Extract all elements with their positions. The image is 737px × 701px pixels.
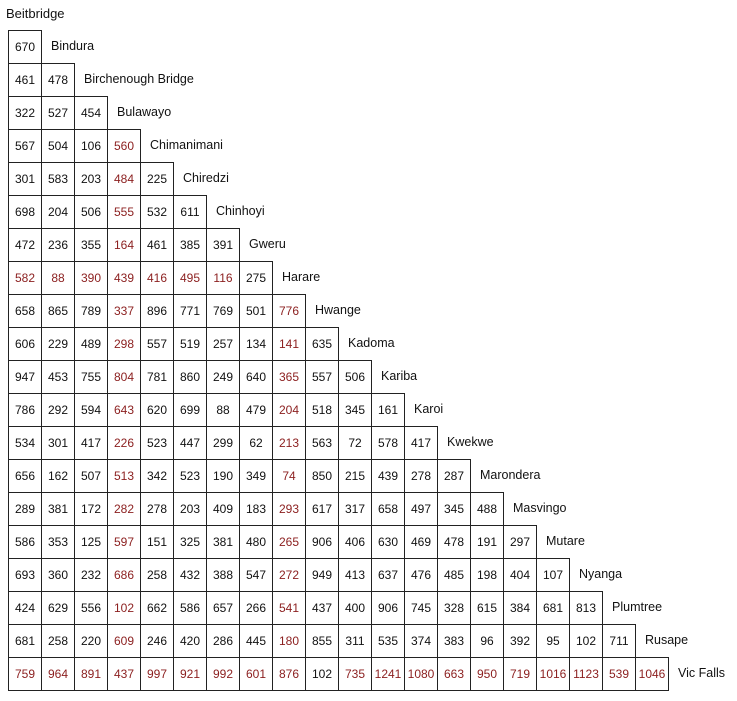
distance-cell: 606: [8, 327, 42, 361]
distance-cell: 786: [8, 393, 42, 427]
distance-cell: 325: [173, 525, 207, 559]
distance-cell: 711: [602, 624, 636, 658]
distance-cell: 620: [140, 393, 174, 427]
distance-cell: 557: [305, 360, 339, 394]
distance-cell: 534: [8, 426, 42, 460]
origin-town-label: Beitbridge: [6, 6, 65, 21]
distance-cell: 180: [272, 624, 306, 658]
distance-cell: 478: [437, 525, 471, 559]
distance-cell: 161: [371, 393, 405, 427]
distance-cell: 586: [8, 525, 42, 559]
distance-cell: 289: [8, 492, 42, 526]
distance-cell: 658: [371, 492, 405, 526]
distance-cell: 906: [371, 591, 405, 625]
distance-cell: 1080: [404, 657, 438, 691]
distance-cell: 617: [305, 492, 339, 526]
town-label: Bulawayo: [117, 105, 172, 119]
town-label: Karoi: [414, 402, 444, 416]
distance-cell: 681: [536, 591, 570, 625]
distance-cell: 567: [8, 129, 42, 163]
town-label: Masvingo: [513, 501, 567, 515]
distance-cell: 643: [107, 393, 141, 427]
distance-cell: 488: [470, 492, 504, 526]
distance-cell: 582: [8, 261, 42, 295]
distance-cell: 72: [338, 426, 372, 460]
distance-cell: 609: [107, 624, 141, 658]
town-label: Marondera: [480, 468, 541, 482]
distance-cell: 439: [107, 261, 141, 295]
distance-cell: 771: [173, 294, 207, 328]
distance-cell: 891: [74, 657, 108, 691]
distance-cell: 759: [8, 657, 42, 691]
distance-cell: 461: [140, 228, 174, 262]
distance-cell: 950: [470, 657, 504, 691]
distance-cell: 345: [437, 492, 471, 526]
distance-cell: 384: [503, 591, 537, 625]
distance-cell: 563: [305, 426, 339, 460]
town-label: Hwange: [315, 303, 361, 317]
distance-cell: 485: [437, 558, 471, 592]
distance-cell: 355: [74, 228, 108, 262]
distance-cell: 413: [338, 558, 372, 592]
distance-cell: 447: [173, 426, 207, 460]
distance-cell: 860: [173, 360, 207, 394]
distance-cell: 755: [74, 360, 108, 394]
distance-cell: 640: [239, 360, 273, 394]
distance-cell: 420: [173, 624, 207, 658]
distance-cell: 947: [8, 360, 42, 394]
distance-cell: 404: [503, 558, 537, 592]
distance-cell: 637: [371, 558, 405, 592]
distance-cell: 374: [404, 624, 438, 658]
distance-cell: 850: [305, 459, 339, 493]
distance-cell: 400: [338, 591, 372, 625]
distance-cell: 630: [371, 525, 405, 559]
distance-cell: 116: [206, 261, 240, 295]
distance-cell: 164: [107, 228, 141, 262]
distance-cell: 293: [272, 492, 306, 526]
distance-cell: 220: [74, 624, 108, 658]
distance-cell: 287: [437, 459, 471, 493]
distance-cell: 383: [437, 624, 471, 658]
distance-cell: 301: [41, 426, 75, 460]
distance-cell: 204: [41, 195, 75, 229]
distance-cell: 586: [173, 591, 207, 625]
distance-cell: 246: [140, 624, 174, 658]
distance-cell: 906: [305, 525, 339, 559]
distance-cell: 615: [470, 591, 504, 625]
distance-cell: 789: [74, 294, 108, 328]
distance-cell: 417: [404, 426, 438, 460]
distance-cell: 804: [107, 360, 141, 394]
distance-cell: 432: [173, 558, 207, 592]
distance-cell: 719: [503, 657, 537, 691]
distance-cell: 265: [272, 525, 306, 559]
distance-cell: 141: [272, 327, 306, 361]
distance-cell: 213: [272, 426, 306, 460]
distance-cell: 249: [206, 360, 240, 394]
distance-cell: 292: [41, 393, 75, 427]
town-label: Gweru: [249, 237, 286, 251]
distance-cell: 107: [536, 558, 570, 592]
distance-cell: 855: [305, 624, 339, 658]
distance-cell: 513: [107, 459, 141, 493]
distance-cell: 532: [140, 195, 174, 229]
distance-cell: 88: [206, 393, 240, 427]
distance-cell: 519: [173, 327, 207, 361]
distance-cell: 365: [272, 360, 306, 394]
distance-cell: 454: [74, 96, 108, 130]
distance-cell: 594: [74, 393, 108, 427]
distance-cell: 484: [107, 162, 141, 196]
distance-cell: 381: [206, 525, 240, 559]
distance-cell: 286: [206, 624, 240, 658]
distance-cell: 949: [305, 558, 339, 592]
distance-cell: 560: [107, 129, 141, 163]
distance-cell: 769: [206, 294, 240, 328]
distance-cell: 506: [74, 195, 108, 229]
distance-cell: 62: [239, 426, 273, 460]
distance-cell: 469: [404, 525, 438, 559]
distance-cell: 236: [41, 228, 75, 262]
distance-cell: 964: [41, 657, 75, 691]
distance-cell: 476: [404, 558, 438, 592]
town-label: Mutare: [546, 534, 585, 548]
distance-cell: 183: [239, 492, 273, 526]
distance-cell: 557: [140, 327, 174, 361]
distance-cell: 102: [107, 591, 141, 625]
distance-cell: 735: [338, 657, 372, 691]
distance-cell: 489: [74, 327, 108, 361]
distance-cell: 392: [503, 624, 537, 658]
distance-cell: 745: [404, 591, 438, 625]
distance-cell: 776: [272, 294, 306, 328]
distance-cell: 381: [41, 492, 75, 526]
distance-cell: 345: [338, 393, 372, 427]
distance-cell: 583: [41, 162, 75, 196]
distance-cell: 601: [239, 657, 273, 691]
town-label: Nyanga: [579, 567, 623, 581]
town-label: Chimanimani: [150, 138, 223, 152]
distance-cell: 232: [74, 558, 108, 592]
distance-cell: 342: [140, 459, 174, 493]
town-label: Kadoma: [348, 336, 395, 350]
distance-cell: 424: [8, 591, 42, 625]
distance-cell: 204: [272, 393, 306, 427]
distance-cell: 102: [569, 624, 603, 658]
distance-cell: 258: [140, 558, 174, 592]
distance-cell: 453: [41, 360, 75, 394]
distance-cell: 539: [602, 657, 636, 691]
distance-cell: 445: [239, 624, 273, 658]
distance-cell: 151: [140, 525, 174, 559]
distance-cell: 527: [41, 96, 75, 130]
distance-cell: 497: [404, 492, 438, 526]
distance-cell: 479: [239, 393, 273, 427]
distance-cell: 656: [8, 459, 42, 493]
distance-cell: 507: [74, 459, 108, 493]
distance-cell: 278: [140, 492, 174, 526]
distance-cell: 437: [305, 591, 339, 625]
distance-cell: 523: [140, 426, 174, 460]
distance-cell: 781: [140, 360, 174, 394]
distance-cell: 297: [503, 525, 537, 559]
distance-cell: 698: [8, 195, 42, 229]
distance-cell: 495: [173, 261, 207, 295]
town-label: Kariba: [381, 369, 418, 383]
distance-cell: 385: [173, 228, 207, 262]
distance-cell: 541: [272, 591, 306, 625]
distance-cell: 657: [206, 591, 240, 625]
town-label: Birchenough Bridge: [84, 72, 194, 86]
town-label: Chinhoyi: [216, 204, 265, 218]
distance-cell: 203: [74, 162, 108, 196]
distance-cell: 556: [74, 591, 108, 625]
distance-cell: 813: [569, 591, 603, 625]
distance-cell: 95: [536, 624, 570, 658]
distance-cell: 997: [140, 657, 174, 691]
distance-cell: 480: [239, 525, 273, 559]
distance-cell: 162: [41, 459, 75, 493]
distance-cell: 416: [140, 261, 174, 295]
distance-cell: 478: [41, 63, 75, 97]
distance-cell: 278: [404, 459, 438, 493]
distance-cell: 301: [8, 162, 42, 196]
distance-cell: 406: [338, 525, 372, 559]
distance-cell: 437: [107, 657, 141, 691]
distance-cell: 258: [41, 624, 75, 658]
distance-cell: 896: [140, 294, 174, 328]
distance-cell: 1046: [635, 657, 669, 691]
distance-cell: 629: [41, 591, 75, 625]
distance-cell: 686: [107, 558, 141, 592]
distance-cell: 635: [305, 327, 339, 361]
distance-cell: 349: [239, 459, 273, 493]
distance-cell: 461: [8, 63, 42, 97]
distance-cell: 1123: [569, 657, 603, 691]
distance-cell: 190: [206, 459, 240, 493]
distance-cell: 663: [437, 657, 471, 691]
distance-cell: 388: [206, 558, 240, 592]
distance-cell: 198: [470, 558, 504, 592]
distance-cell: 681: [8, 624, 42, 658]
distance-cell: 597: [107, 525, 141, 559]
distance-cell: 328: [437, 591, 471, 625]
distance-cell: 1241: [371, 657, 405, 691]
distance-cell: 88: [41, 261, 75, 295]
distance-cell: 225: [140, 162, 174, 196]
town-label: Chiredzi: [183, 171, 229, 185]
distance-cell: 229: [41, 327, 75, 361]
distance-cell: 272: [272, 558, 306, 592]
distance-cell: 134: [239, 327, 273, 361]
distance-cell: 96: [470, 624, 504, 658]
distance-cell: 439: [371, 459, 405, 493]
town-label: Harare: [282, 270, 321, 284]
distance-cell: 125: [74, 525, 108, 559]
distance-cell: 353: [41, 525, 75, 559]
distance-cell: 299: [206, 426, 240, 460]
distance-cell: 226: [107, 426, 141, 460]
town-label: Plumtree: [612, 600, 663, 614]
distance-cell: 876: [272, 657, 306, 691]
distance-cell: 215: [338, 459, 372, 493]
distance-cell: 523: [173, 459, 207, 493]
distance-cell: 555: [107, 195, 141, 229]
distance-cell: 504: [41, 129, 75, 163]
distance-cell: 275: [239, 261, 273, 295]
distance-cell: 611: [173, 195, 207, 229]
distance-cell: 662: [140, 591, 174, 625]
distance-cell: 535: [371, 624, 405, 658]
distance-cell: 74: [272, 459, 306, 493]
distance-cell: 266: [239, 591, 273, 625]
distance-cell: 298: [107, 327, 141, 361]
distance-cell: 658: [8, 294, 42, 328]
distance-cell: 191: [470, 525, 504, 559]
distance-cell: 992: [206, 657, 240, 691]
town-label: Vic Falls: [678, 666, 726, 680]
distance-cell: 921: [173, 657, 207, 691]
distance-cell: 337: [107, 294, 141, 328]
distance-cell: 322: [8, 96, 42, 130]
distance-cell: 547: [239, 558, 273, 592]
distance-cell: 282: [107, 492, 141, 526]
town-label: Rusape: [645, 633, 689, 647]
distance-cell: 699: [173, 393, 207, 427]
distance-cell: 865: [41, 294, 75, 328]
town-label: Bindura: [51, 39, 95, 53]
distance-cell: 390: [74, 261, 108, 295]
distance-cell: 102: [305, 657, 339, 691]
distance-cell: 360: [41, 558, 75, 592]
distance-cell: 172: [74, 492, 108, 526]
distance-cell: 417: [74, 426, 108, 460]
distance-cell: 501: [239, 294, 273, 328]
distance-cell: 203: [173, 492, 207, 526]
distance-cell: 311: [338, 624, 372, 658]
distance-cell: 317: [338, 492, 372, 526]
distance-cell: 578: [371, 426, 405, 460]
town-label: Kwekwe: [447, 435, 494, 449]
distance-cell: 472: [8, 228, 42, 262]
distance-cell: 409: [206, 492, 240, 526]
distance-cell: 506: [338, 360, 372, 394]
distance-cell: 693: [8, 558, 42, 592]
distance-cell: 518: [305, 393, 339, 427]
distance-cell: 1016: [536, 657, 570, 691]
distance-cell: 106: [74, 129, 108, 163]
distance-cell: 391: [206, 228, 240, 262]
distance-cell: 670: [8, 30, 42, 64]
distance-cell: 257: [206, 327, 240, 361]
